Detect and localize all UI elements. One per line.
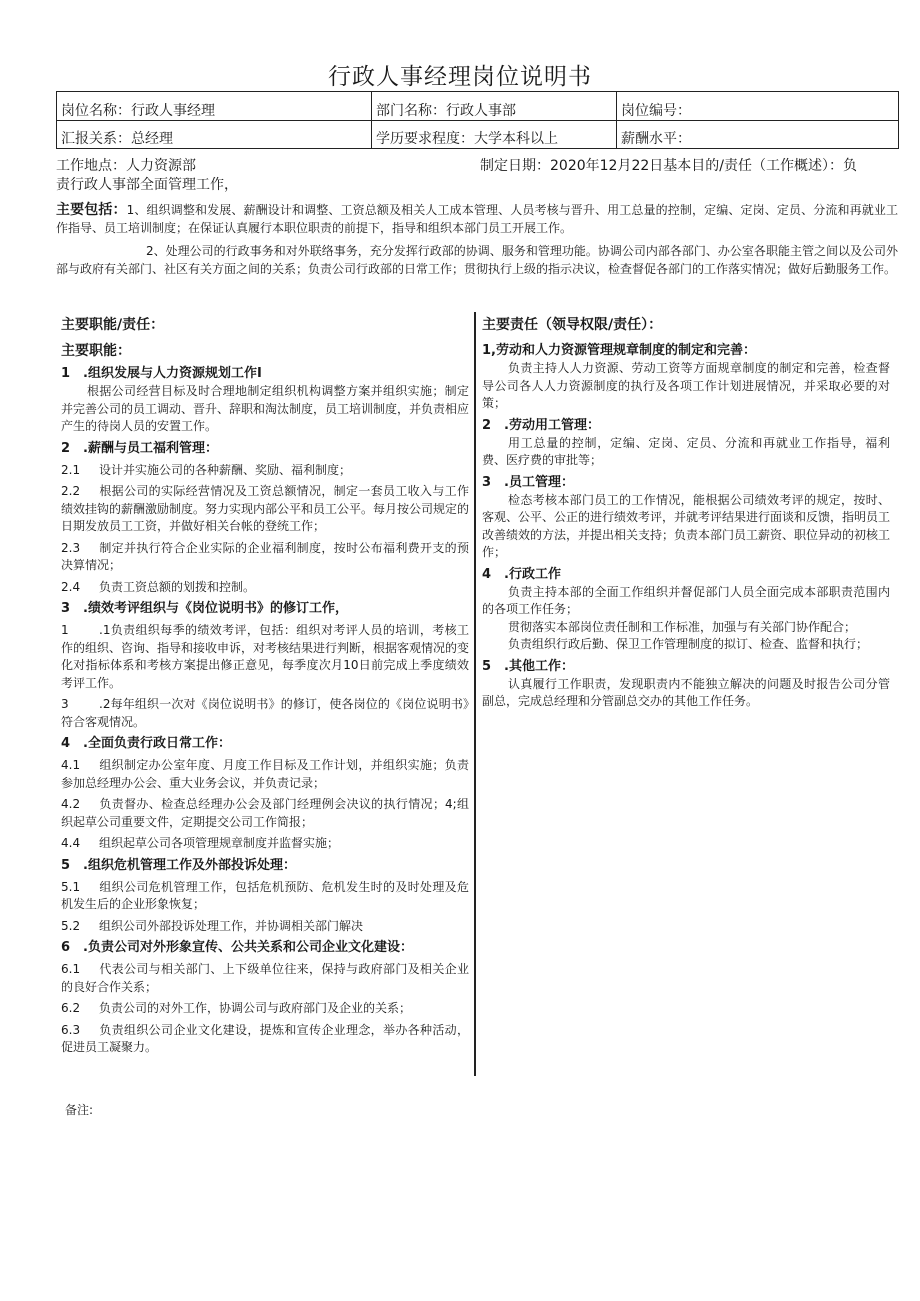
- list-item: 3 .2每年组织一次对《岗位说明书》的修订，使各岗位的《岗位说明书》符合客观情况。: [61, 697, 469, 729]
- column-divider: [474, 312, 476, 1076]
- page-title: 行政人事经理岗位说明书: [328, 64, 592, 90]
- section-text: 负责组织行政后勤、保卫工作管理制度的拟订、检查、监督和执行；: [508, 637, 869, 651]
- report-to-cell: 汇报关系：总经理: [57, 121, 372, 149]
- summary-block: [56, 202, 898, 278]
- list-item: 2.1 设计并实施公司的各种薪酬、奖励、福利制度；: [61, 462, 352, 477]
- main-responsibilities-column: [482, 315, 890, 711]
- section-title: 1,劳动和人力资源管理规章制度的制定和完善：: [482, 343, 756, 358]
- section-title: 3 .员工管理：: [482, 474, 574, 490]
- section-text: 用工总量的控制，定编、定岗、定员、分流和再就业工作指导，福利费、医疗费的审批等；: [482, 435, 890, 467]
- info-line-1: [56, 157, 906, 176]
- position-name-cell: 岗位名称：行政人事经理: [57, 92, 372, 121]
- list-item: 2.4 负责工资总额的划拨和控制。: [61, 579, 256, 594]
- section-title: 6 .负责公司对外形象宣传、公共关系和公司企业文化建设：: [61, 940, 413, 955]
- main-functions-subheading: 主要职能：: [61, 343, 131, 359]
- section-text: 贯彻落实本部岗位责任制和工作标准，加强与有关部门协作配合；: [508, 619, 857, 634]
- salary-cell: 薪酬水平：: [617, 121, 899, 149]
- list-item: 4.4 组织起草公司各项管理规章制度并监督实施；: [61, 836, 340, 850]
- position-no-cell: 岗位编号：: [617, 92, 899, 121]
- section-title: 2 .薪酬与员工福利管理：: [61, 440, 218, 456]
- section-text: 认真履行工作职责，发现职责内不能独立解决的问题及时报告公司分管副总，完成总经理和分管副总交办的其他工作任务。: [482, 676, 890, 708]
- section-title: 5 .组织危机管理工作及外部投诉处理：: [61, 857, 296, 873]
- list-item: 6.3 负责组织公司企业文化建设，提炼和宣传企业理念，举办各种活动，促进员工凝聚力。: [61, 1022, 469, 1054]
- list-item: 4.2 负责督办、检查总经理办公会及部门经理例会决议的执行情况；4;组织起草公司重要文件，定期提交公司工作简报；: [61, 797, 469, 829]
- main-responsibilities-heading: 主要责任（领导权限/责任）：: [482, 317, 663, 333]
- summary-para-2: 2、处理公司的行政事务和对外联络事务，充分发挥行政部的协调、服务和管理功能。协调公司内部各部门、办公室各职能主管之间以及公司外部与政府有关部门、社区有关方面之间的关系；负责公司行政部的日常工作；贯彻执行上级的指示决议，检查督促各部门的工作落实情况；做好后勤服务工作。: [56, 244, 898, 276]
- education-cell: 学历要求程度：大学本科以上: [372, 121, 617, 149]
- section-title: 4 .全面负责行政日常工作：: [61, 736, 231, 751]
- date-purpose: 制定日期：2020年12月22日基本目的/责任（工作概述）：负: [480, 158, 857, 174]
- section-title: 3 .绩效考评组织与《岗位说明书》的修订工作，: [61, 601, 348, 616]
- section-text: 负责主持人人力资源、劳动工资等方面规章制度的制定和完善，检查督导公司各人人力资源制度的执行及各项工作计划进展情况，并采取必要的对策；: [482, 361, 890, 410]
- list-item: 4.1 组织制定办公室年度、月度工作目标及工作计划，并组织实施；负责参加总经理办公会、重大业务会议，并负责记录；: [61, 758, 469, 790]
- list-item: 5.2 组织公司外部投诉处理工作，并协调相关部门解决: [61, 918, 364, 933]
- section-title: 1 .组织发展与人力资源规划工作Ⅰ: [61, 366, 262, 381]
- section-title: 2 .劳动用工管理：: [482, 417, 600, 433]
- list-item: 1 .1负责组织每季的绩效考评，包括：组织对考评人员的培训，考核工作的组织、咨询、指导和接收申诉，对考核结果进行判断，根据客观情况的变化对指标体系和考核方案提出修正意见，每季度次月10日前完成上季度绩效考评工作。: [61, 623, 470, 690]
- overview-continuation: 责行政人事部全面管理工作，: [56, 177, 238, 193]
- department-cell: 部门名称：行政人事部: [372, 92, 617, 121]
- summary-para-1: 主要包括：1、组织调整和发展、薪酬设计和调整、工资总额及相关人工成本管理、人员考核与晋升、用工总量的控制，定编、定岗、定员、分流和再就业工作指导、员工培训制度；在保证认真履行本职位职责的前提下，指导和组织本部门员工开展工作。: [56, 202, 899, 235]
- section-text: 负责主持本部的全面工作组织并督促部门人员全面完成本部职责范围内的各项工作任务；: [482, 584, 890, 616]
- main-functions-heading: 主要职能/责任：: [61, 317, 165, 333]
- summary-lead: 主要包括：: [56, 202, 127, 218]
- header-table: [56, 91, 899, 149]
- section-title: 5 .其他工作：: [482, 658, 574, 674]
- remark-label: 备注:: [65, 1103, 94, 1117]
- list-item: 6.2 负责公司的对外工作，协调公司与政府部门及企业的关系；: [61, 1001, 412, 1015]
- section-text: 检态考核本部门员工的工作情况，能根据公司绩效考评的规定，按时、客观、公平、公正的进行绩效考评，并就考评结果进行面谈和反馈，指明员工改善绩效的方法，并提出相关支持；负责本部门员工薪资、职位异动的初核工作；: [482, 492, 891, 559]
- section-text: 根据公司经营目标及时合理地制定组织机构调整方案并组织实施；制定并完善公司的员工调动、晋升、辞职和淘汰制度，员工培训制度，并负责相应产生的待岗人员的安置工作。: [61, 384, 470, 433]
- list-item: 5.1 组织公司危机管理工作，包括危机预防、危机发生时的及时处理及危机发生后的企业形象恢复；: [61, 879, 469, 911]
- section-title: 4 .行政工作: [482, 566, 561, 582]
- work-location: 工作地点：人力资源部: [56, 158, 196, 174]
- list-item: 6.1 代表公司与相关部门、上下级单位往来，保持与政府部门及相关企业的良好合作关系；: [61, 962, 469, 994]
- list-item: 2.2 根据公司的实际经营情况及工资总额情况，制定一套员工收入与工作绩效挂钩的薪酬激励制度。努力实现内部公平和员工公平。每月按公司规定的日期发放员工工资，并做好相关台帐的登统工作；: [61, 484, 470, 533]
- list-item: 2.3 制定并执行符合企业实际的企业福利制度，按时公布福利费开支的预决算情况；: [61, 540, 469, 572]
- main-functions-column: [61, 315, 469, 1057]
